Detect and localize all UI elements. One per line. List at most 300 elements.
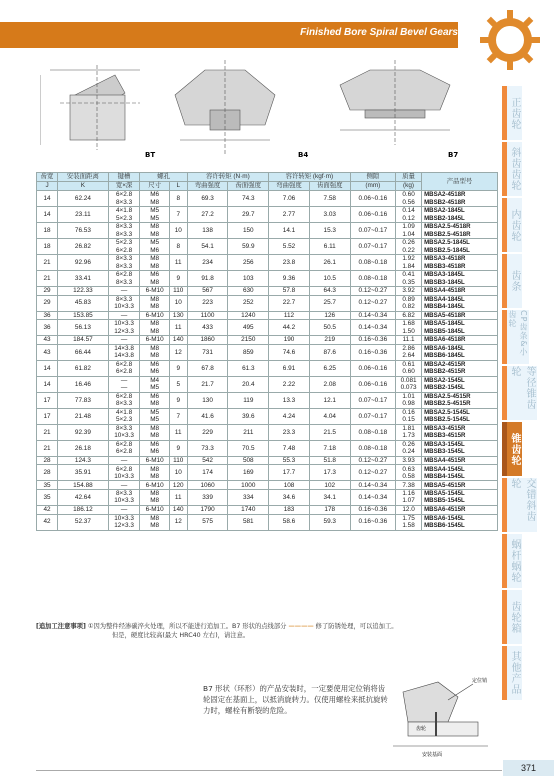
cell-j: 18	[37, 223, 58, 239]
cell-f1: 103	[228, 271, 269, 287]
cell-f1: 119	[228, 392, 269, 408]
cell-f1: 20.4	[228, 376, 269, 392]
cell-f1: 39.6	[228, 408, 269, 424]
cell-f2: 3.03	[309, 207, 350, 223]
col-head-torque-kgf: 容许转矩 (kgf·m)	[269, 173, 350, 182]
cell-m: 7.38	[396, 481, 422, 490]
cell-pn: MBSA4-4518R	[422, 287, 498, 296]
cell-pn: MBSA2.5-4518R MBSB2.5-4518R	[422, 223, 498, 239]
cell-b2: 13.3	[269, 392, 310, 408]
cell-m: 0.60 0.56	[396, 191, 422, 207]
cell-b2: 22.7	[269, 295, 310, 311]
cell-m: 1.01 0.98	[396, 392, 422, 408]
table-row	[37, 344, 498, 360]
tab-7[interactable]: 交错斜齿轮	[502, 478, 537, 532]
cell-key: 14×3.8 14×3.8	[108, 344, 140, 360]
cell-f1: 1740	[228, 505, 269, 514]
table-row	[37, 424, 498, 440]
tab-3[interactable]: 齿条	[502, 254, 522, 308]
cell-m: 0.89 0.82	[396, 295, 422, 311]
cell-k: 33.41	[58, 271, 109, 287]
cell-k: 42.64	[58, 489, 109, 505]
cell-f1: 508	[228, 456, 269, 465]
cell-m: 2.86 2.64	[396, 344, 422, 360]
cell-f2: 2.08	[309, 376, 350, 392]
cell-j: 43	[37, 344, 58, 360]
cell-b1: 1860	[187, 336, 228, 345]
cell-key: 8×3.3 10×3.3	[108, 424, 140, 440]
cell-l: 5	[169, 376, 187, 392]
col-sub-mm: (mm)	[350, 182, 395, 191]
cell-f1: 2150	[228, 336, 269, 345]
tab-10[interactable]: 其他产品	[502, 646, 522, 700]
cell-k: 66.44	[58, 344, 109, 360]
cell-l: 110	[169, 287, 187, 296]
table-row	[37, 311, 498, 320]
cell-l: 130	[169, 311, 187, 320]
cell-bl: 0.08~0.18	[350, 255, 395, 271]
table-row	[37, 514, 498, 530]
cell-f2: 4.04	[309, 408, 350, 424]
cell-b2: 5.52	[269, 239, 310, 255]
cell-bl: 0.16~0.36	[350, 336, 395, 345]
gear-drawings	[40, 55, 500, 160]
col-sub-width-depth: 宽×深	[108, 182, 140, 191]
table-row	[37, 191, 498, 207]
cell-k: 52.37	[58, 514, 109, 530]
category-sidebar	[502, 86, 554, 702]
cell-m: 0.61 0.60	[396, 360, 422, 376]
cell-key: 6×2.8 6×2.8	[108, 360, 140, 376]
cell-b2: 112	[269, 311, 310, 320]
cell-f2: 87.6	[309, 344, 350, 360]
cell-key: 6×2.8 10×3.3	[108, 465, 140, 481]
table-row	[37, 505, 498, 514]
cell-b1: 130	[187, 392, 228, 408]
cell-pn: MBSA3-1845L MBSB3-1845L	[422, 271, 498, 287]
cell-size: 6-M10	[140, 287, 169, 296]
tab-8[interactable]: 蜗杆蜗轮	[502, 534, 522, 588]
cell-size: M5 M6	[140, 239, 169, 255]
table-row	[37, 223, 498, 239]
cell-k: 77.83	[58, 392, 109, 408]
note-dash-legend: ————	[288, 623, 314, 630]
cell-l: 11	[169, 320, 187, 336]
spec-table	[36, 172, 498, 531]
col-sub-bending-1: 弯曲强度	[187, 182, 228, 191]
cell-size: M5 M5	[140, 207, 169, 223]
cell-size: 6-M10	[140, 481, 169, 490]
cell-l: 10	[169, 223, 187, 239]
cell-l: 9	[169, 271, 187, 287]
cell-m: 1.68 1.50	[396, 320, 422, 336]
b7-install-diagram	[388, 672, 498, 762]
cell-b1: 27.2	[187, 207, 228, 223]
cell-k: 45.83	[58, 295, 109, 311]
machining-note	[36, 622, 498, 640]
cell-f1: 211	[228, 424, 269, 440]
cell-k: 62.24	[58, 191, 109, 207]
cell-l: 8	[169, 239, 187, 255]
cell-j: 43	[37, 336, 58, 345]
cell-m: 0.081 0.073	[396, 376, 422, 392]
cell-key: 4×1.8 5×2.3	[108, 408, 140, 424]
col-sub-surface-1: 齿面强度	[228, 182, 269, 191]
cell-b2: 44.2	[269, 320, 310, 336]
col-sub-kg: (kg)	[396, 182, 422, 191]
cell-l: 9	[169, 392, 187, 408]
tab-2[interactable]: 内齿轮	[502, 198, 522, 252]
cell-b1: 73.3	[187, 440, 228, 456]
cell-bl: 0.14~0.34	[350, 489, 395, 505]
cell-j: 14	[37, 191, 58, 207]
cell-size: M8 M8	[140, 320, 169, 336]
pin-label: 定位销	[472, 678, 488, 684]
cell-key: 8×3.3 8×3.3	[108, 255, 140, 271]
cell-k: 21.48	[58, 408, 109, 424]
cell-m: 0.26 0.22	[396, 239, 422, 255]
cell-bl: 0.06~0.16	[350, 376, 395, 392]
footer-rule	[36, 770, 502, 771]
cell-key: —	[108, 456, 140, 465]
cell-f2: 178	[309, 505, 350, 514]
cell-j: 21	[37, 424, 58, 440]
tab-9[interactable]: 齿轮箱	[502, 590, 522, 644]
cell-b1: 69.3	[187, 191, 228, 207]
cell-pn: MBSA4-1545L MBSB4-1545L	[422, 465, 498, 481]
cell-j: 14	[37, 360, 58, 376]
cell-bl: 0.14~0.34	[350, 320, 395, 336]
cell-l: 9	[169, 360, 187, 376]
col-sub-surface-2: 齿面强度	[309, 182, 350, 191]
cell-key: — —	[108, 376, 140, 392]
cell-pn: MBSA2-1845L MBSB2-1845L	[422, 207, 498, 223]
cell-b1: 567	[187, 287, 228, 296]
cell-size: M8 M8	[140, 514, 169, 530]
cell-pn: MBSA5-4515R	[422, 481, 498, 490]
cell-key: 6×2.8 8×3.3	[108, 392, 140, 408]
cell-m: 1.92 1.84	[396, 255, 422, 271]
cell-b2: 17.7	[269, 465, 310, 481]
cell-f2: 126	[309, 311, 350, 320]
cell-bl: 0.07~0.17	[350, 239, 395, 255]
cell-m: 0.41 0.35	[396, 271, 422, 287]
cell-bl: 0.08~0.18	[350, 440, 395, 456]
cell-k: 186.12	[58, 505, 109, 514]
cell-pn: MBSA2.5-1845L MBSB2.5-1845L	[422, 239, 498, 255]
cell-b2: 7.48	[269, 440, 310, 456]
cell-f2: 6.11	[309, 239, 350, 255]
cell-key: 10×3.3 12×3.3	[108, 320, 140, 336]
cell-size: M6 M6	[140, 440, 169, 456]
cell-pn: MBSA5-1845L MBSB5-1845L	[422, 320, 498, 336]
cell-b1: 223	[187, 295, 228, 311]
cell-pn: MBSA4-1845L MBSB4-1845L	[422, 295, 498, 311]
cell-m: 12.0	[396, 505, 422, 514]
cell-f2: 50.5	[309, 320, 350, 336]
cell-l: 120	[169, 481, 187, 490]
cell-f1: 334	[228, 489, 269, 505]
cell-bl: 0.14~0.34	[350, 311, 395, 320]
cell-j: 29	[37, 295, 58, 311]
cell-bl: 0.06~0.16	[350, 207, 395, 223]
cell-bl: 0.12~0.27	[350, 295, 395, 311]
cell-f1: 1240	[228, 311, 269, 320]
cell-size: 6-M10	[140, 505, 169, 514]
cell-b1: 339	[187, 489, 228, 505]
cell-f1: 29.7	[228, 207, 269, 223]
cell-bl: 0.07~0.17	[350, 223, 395, 239]
cell-b1: 138	[187, 223, 228, 239]
cell-k: 76.53	[58, 223, 109, 239]
cell-l: 9	[169, 440, 187, 456]
cell-f1: 859	[228, 344, 269, 360]
cell-pn: MBSA3-1545L MBSB3-1545L	[422, 440, 498, 456]
cell-b1: 731	[187, 344, 228, 360]
col-sub-l: L	[169, 182, 187, 191]
cell-j: 21	[37, 255, 58, 271]
cell-l: 7	[169, 207, 187, 223]
tab-4[interactable]: CP齿条&小齿轮	[502, 310, 529, 364]
note-line-1c: 修了防锈处理，可以追加工。	[315, 623, 398, 630]
cell-b2: 108	[269, 481, 310, 490]
cell-bl: 0.12~0.27	[350, 456, 395, 465]
cell-bl: 0.16~0.36	[350, 505, 395, 514]
cell-size: 6-M10	[140, 311, 169, 320]
cell-f2: 26.1	[309, 255, 350, 271]
cell-b2: 7.06	[269, 191, 310, 207]
col-sub-bending-2: 弯曲强度	[269, 182, 310, 191]
cell-bl: 0.07~0.17	[350, 408, 395, 424]
cell-k: 23.11	[58, 207, 109, 223]
table-row	[37, 255, 498, 271]
cell-m: 3.92	[396, 287, 422, 296]
cell-pn: MBSA6-1845L MBSB6-1845L	[422, 344, 498, 360]
cell-size: M8 M8	[140, 344, 169, 360]
table-row	[37, 239, 498, 255]
table-row	[37, 440, 498, 456]
col-head-backlash: 侧隙	[350, 173, 395, 182]
cell-m: 0.26 0.24	[396, 440, 422, 456]
table-row	[37, 360, 498, 376]
cell-l: 12	[169, 344, 187, 360]
cell-b1: 91.8	[187, 271, 228, 287]
cell-b2: 74.6	[269, 344, 310, 360]
cell-b2: 190	[269, 336, 310, 345]
cell-size: M8 M8	[140, 255, 169, 271]
cell-b1: 1060	[187, 481, 228, 490]
cell-j: 36	[37, 311, 58, 320]
col-sub-k: K	[58, 182, 109, 191]
cell-f2: 219	[309, 336, 350, 345]
cell-m: 6.82	[396, 311, 422, 320]
col-head-keyway: 键槽	[108, 173, 140, 182]
page-title: Finished Bore Spiral Bevel Gears	[300, 27, 458, 38]
cell-m: 1.81 1.73	[396, 424, 422, 440]
table-row	[37, 408, 498, 424]
table-row	[37, 481, 498, 490]
cell-pn: MBSA5-4518R	[422, 311, 498, 320]
cell-f2: 10.5	[309, 271, 350, 287]
cell-bl: 0.16~0.36	[350, 344, 395, 360]
cell-b2: 2.77	[269, 207, 310, 223]
cell-j: 17	[37, 392, 58, 408]
cell-size: 6-M10	[140, 336, 169, 345]
cell-k: 26.18	[58, 440, 109, 456]
cell-b1: 542	[187, 456, 228, 465]
cell-pn: MBSA2-4515R MBSB2-4515R	[422, 360, 498, 376]
cell-k: 124.3	[58, 456, 109, 465]
cell-bl: 0.12~0.27	[350, 465, 395, 481]
cell-f2: 7.58	[309, 191, 350, 207]
cell-key: —	[108, 505, 140, 514]
cell-key: 8×3.3 10×3.3	[108, 295, 140, 311]
cell-key: 6×2.8 8×3.3	[108, 271, 140, 287]
cell-b2: 14.1	[269, 223, 310, 239]
tab-5[interactable]: 等径锥齿轮	[502, 366, 537, 420]
cell-b1: 41.6	[187, 408, 228, 424]
cell-key: —	[108, 336, 140, 345]
col-head-mounting-distance: 安装面距离	[58, 173, 109, 182]
cell-b2: 9.36	[269, 271, 310, 287]
cell-l: 10	[169, 295, 187, 311]
cell-bl: 0.07~0.17	[350, 392, 395, 408]
table-row	[37, 336, 498, 345]
cell-size: 6-M10	[140, 456, 169, 465]
col-sub-size: 尺寸	[140, 182, 169, 191]
cell-j: 14	[37, 376, 58, 392]
cell-j: 29	[37, 287, 58, 296]
cell-m: 11.1	[396, 336, 422, 345]
b7-install-note: B7 形状（环形）的产品安装时，一定要使用定位销将齿轮固定在基面上，以抵消旋转力。仅使用螺栓来抵抗旋转力时，螺栓有断裂的危险。	[203, 684, 388, 715]
cell-f1: 252	[228, 295, 269, 311]
cell-bl: 0.14~0.34	[350, 481, 395, 490]
cell-size: M8 M8	[140, 295, 169, 311]
cell-j: 14	[37, 207, 58, 223]
table-row	[37, 320, 498, 336]
cell-pn: MBSA6-4515R	[422, 505, 498, 514]
cell-b2: 6.91	[269, 360, 310, 376]
cell-k: 16.46	[58, 376, 109, 392]
cell-b2: 4.24	[269, 408, 310, 424]
cell-j: 35	[37, 481, 58, 490]
cell-l: 12	[169, 514, 187, 530]
cell-pn: MBSA4-4515R	[422, 456, 498, 465]
cell-f2: 7.18	[309, 440, 350, 456]
cell-f2: 25.7	[309, 295, 350, 311]
note-line-2: 但是，硬度比较高(最大 HRC40 左右)，请注意。	[112, 632, 250, 639]
cell-j: 28	[37, 465, 58, 481]
cell-size: M5 M5	[140, 408, 169, 424]
drawing-label-b4: B4	[298, 151, 309, 159]
cell-f2: 51.8	[309, 456, 350, 465]
cell-m: 1.09 1.04	[396, 223, 422, 239]
cell-bl: 0.06~0.16	[350, 360, 395, 376]
cell-b1: 174	[187, 465, 228, 481]
cell-k: 26.82	[58, 239, 109, 255]
cell-key: 5×2.3 6×2.8	[108, 239, 140, 255]
table-row	[37, 465, 498, 481]
cell-f1: 256	[228, 255, 269, 271]
cell-key: 8×3.3 8×3.3	[108, 223, 140, 239]
cell-b2: 183	[269, 505, 310, 514]
cell-j: 18	[37, 239, 58, 255]
cell-key: 6×2.8 8×3.3	[108, 191, 140, 207]
cell-size: M6 M6	[140, 360, 169, 376]
cell-pn: MBSA2-1545L MBSB2-1545L	[422, 376, 498, 392]
tab-1[interactable]: 斜齿齿轮	[502, 142, 522, 196]
cell-bl: 0.08~0.18	[350, 424, 395, 440]
table-row	[37, 271, 498, 287]
tab-6[interactable]: 锥齿轮	[502, 422, 522, 476]
cell-bl: 0.08~0.18	[350, 271, 395, 287]
table-row	[37, 456, 498, 465]
table-row	[37, 376, 498, 392]
cell-b1: 54.1	[187, 239, 228, 255]
table-row	[37, 207, 498, 223]
cell-l: 11	[169, 255, 187, 271]
cell-size: M8 M8	[140, 223, 169, 239]
col-sub-j: J	[37, 182, 58, 191]
cell-k: 35.91	[58, 465, 109, 481]
cell-key: 8×3.3 10×3.3	[108, 489, 140, 505]
cell-j: 21	[37, 440, 58, 456]
cell-b2: 58.6	[269, 514, 310, 530]
cell-key: —	[108, 311, 140, 320]
cell-size: M4 M5	[140, 376, 169, 392]
spec-table-wrap	[36, 172, 498, 531]
note-title: [追加工注意事项]	[36, 623, 86, 630]
cell-j: 42	[37, 505, 58, 514]
cell-key: 4×1.8 5×2.3	[108, 207, 140, 223]
cell-b2: 23.3	[269, 424, 310, 440]
tab-0[interactable]: 正齿轮	[502, 86, 522, 140]
cell-f2: 64.3	[309, 287, 350, 296]
col-head-mass: 质量	[396, 173, 422, 182]
cell-f1: 495	[228, 320, 269, 336]
cell-key: 6×2.8 6×2.8	[108, 440, 140, 456]
cell-b1: 575	[187, 514, 228, 530]
cell-size: M8 M8	[140, 424, 169, 440]
cell-m: 1.16 1.07	[396, 489, 422, 505]
page-number: 371	[503, 760, 554, 776]
cell-pn: MBSA2.5-4515R MBSB2.5-4515R	[422, 392, 498, 408]
cell-j: 17	[37, 408, 58, 424]
cell-size: M6 M8	[140, 271, 169, 287]
cell-bl: 0.06~0.16	[350, 191, 395, 207]
cell-l: 140	[169, 505, 187, 514]
cell-l: 11	[169, 489, 187, 505]
cell-f2: 21.5	[309, 424, 350, 440]
cell-b1: 21.7	[187, 376, 228, 392]
cell-k: 92.39	[58, 424, 109, 440]
cell-size: M6 M8	[140, 392, 169, 408]
cell-bl: 0.12~0.27	[350, 287, 395, 296]
col-head-screw: 螺孔	[140, 173, 187, 182]
cell-f1: 581	[228, 514, 269, 530]
cell-pn: MBSA5-1545L MBSB5-1545L	[422, 489, 498, 505]
cell-f1: 70.5	[228, 440, 269, 456]
col-head-part-number: 产品型号	[422, 173, 498, 191]
cell-size: M6 M8	[140, 191, 169, 207]
cell-k: 122.33	[58, 287, 109, 296]
cell-j: 42	[37, 514, 58, 530]
cell-f2: 17.3	[309, 465, 350, 481]
cell-b2: 23.8	[269, 255, 310, 271]
base-label: 安装基面	[422, 752, 443, 758]
cell-m: 0.63 0.58	[396, 465, 422, 481]
cell-l: 8	[169, 191, 187, 207]
